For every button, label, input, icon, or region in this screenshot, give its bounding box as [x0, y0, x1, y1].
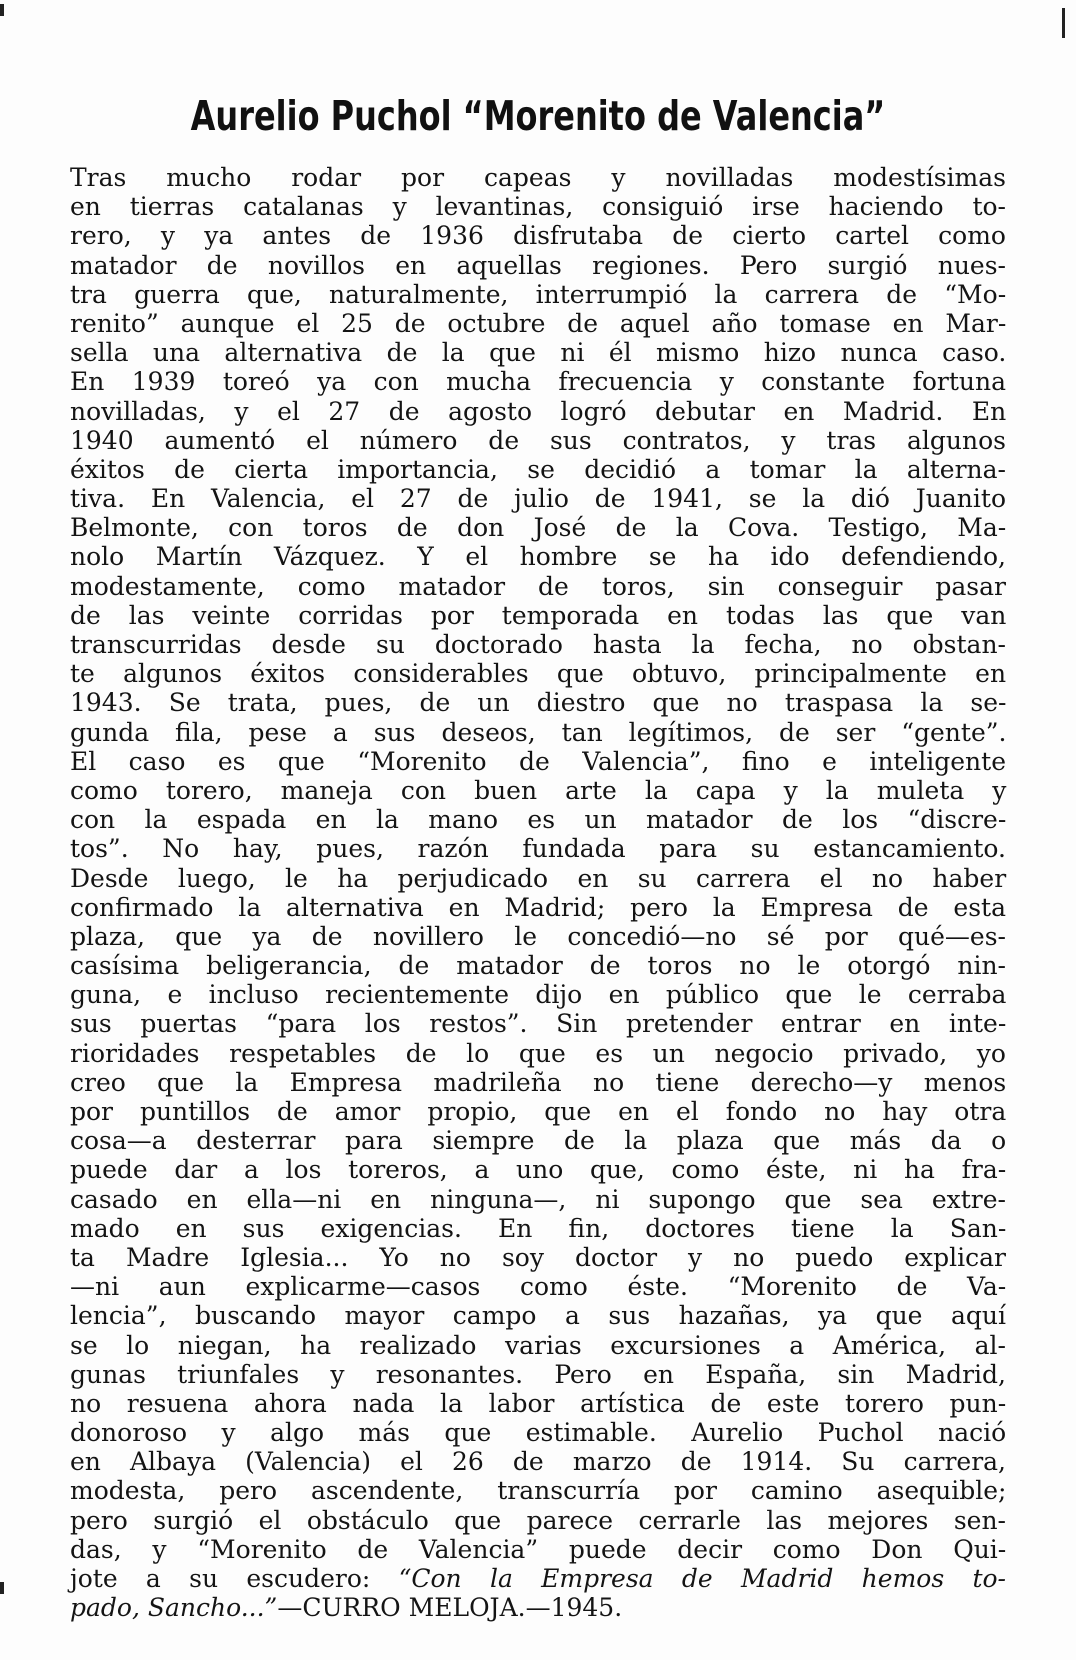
body-line: sus puertas “para los restos”. Sin pretender entrar en inte- [70, 1009, 1007, 1039]
body-line: —ni aun explicarme—casos como éste. “Morenito de Va- [70, 1272, 1007, 1302]
body-line: te algunos éxitos considerables que obtuvo, principalmente en [70, 659, 1007, 689]
body-line: no resuena ahora nada la labor artística de este torero pun- [70, 1388, 1007, 1418]
quote-italic: “Con la Empresa de Madrid hemos to- [398, 1564, 1007, 1593]
body-line: tos”. No hay, pues, razón fundada para su estancamiento. [70, 834, 1006, 864]
body-line: El caso es que “Morenito de Valencia”, fino e inteligente [70, 746, 1006, 776]
body-line: en Albaya (Valencia) el 26 de marzo de 1914. Su carrera, [70, 1447, 1006, 1477]
body-line: con la espada en la mano es un matador de los “discre- [70, 805, 1007, 835]
body-line: sella una alternativa de la que ni él mismo hizo nunca caso. [70, 338, 1007, 368]
body-line-signature [70, 1593, 1006, 1622]
body-line: por puntillos de amor propio, que en el fondo no hay otra [70, 1097, 1007, 1126]
body-line: cosa—a desterrar para siempre de la plaza que más da o [70, 1126, 1007, 1156]
body-line: gunda fila, pese a sus deseos, tan legítimos, de ser “gente”. [70, 717, 1007, 747]
body-line: casísima beligerancia, de matador de toros no le otorgó nin- [70, 951, 1006, 981]
body-line: nolo Martín Vázquez. Y el hombre se ha ido defendiendo, [70, 542, 1006, 572]
body-line: renito” aunque el 25 de octubre de aquel año tomase en Mar- [70, 308, 1007, 338]
author-signature: —CURRO MELOJA.—1945. [277, 1593, 623, 1623]
body-line: de las veinte corridas por temporada en todas las que van [70, 600, 1007, 630]
body-line: ta Madre Iglesia... Yo no soy doctor y no puedo explicar [70, 1242, 1006, 1272]
body-line: como torero, maneja con buen arte la capa y la muleta y [70, 775, 1007, 805]
body-line: En 1939 toreó ya con mucha frecuencia y constante fortuna [70, 367, 1006, 397]
body-line: Tras mucho rodar por capeas y novilladas modestísimas [70, 163, 1006, 192]
body-line: creo que la Empresa madrileña no tiene derecho—y menos [70, 1067, 1007, 1097]
body-line: guna, e incluso recientemente dijo en público que le cerraba [70, 980, 1007, 1010]
body-line: mado en sus exigencias. En fin, doctores tiene la San- [70, 1213, 1007, 1243]
body-line: modestamente, como matador de toros, sin conseguir pasar [70, 571, 1006, 601]
body-line: lencia”, buscando mayor campo a sus hazañas, ya que aquí [70, 1301, 1006, 1331]
body-line: 1940 aumentó el número de sus contratos, y tras algunos [70, 425, 1006, 455]
body-line: rero, y ya antes de 1936 disfrutaba de cierto cartel como [70, 221, 1006, 251]
body-line: 1943. Se trata, pues, de un diestro que no traspasa la se- [70, 688, 1007, 718]
quote-italic: pado, Sancho...” [70, 1593, 278, 1623]
scan-mark-top-left [0, 4, 4, 16]
body-line: gunas triunfales y resonantes. Pero en España, sin Madrid, [70, 1359, 1006, 1389]
body-line: donoroso y algo más que estimable. Aurelio Puchol nació [70, 1418, 1007, 1448]
scan-mark-bottom-left [0, 1582, 4, 1594]
body-line: Desde luego, le ha perjudicado en su carrera el no haber [70, 863, 1007, 893]
body-line: confirmado la alternativa en Madrid; pero la Empresa de esta [70, 892, 1006, 922]
body-line: casado en ella—ni en ninguna—, ni supongo que sea extre- [70, 1184, 1006, 1214]
body-line: rioridades respetables de lo que es un negocio privado, yo [70, 1038, 1006, 1068]
body-line: modesta, pero ascendente, transcurría por camino asequible; [70, 1476, 1007, 1506]
article-body [70, 163, 1006, 1622]
body-line: transcurridas desde su doctorado hasta la fecha, no obstan- [70, 630, 1006, 659]
body-line: tra guerra que, naturalmente, interrumpió la carrera de “Mo- [70, 279, 1007, 309]
body-line: en tierras catalanas y levantinas, consiguió irse haciendo to- [70, 192, 1006, 222]
body-line [70, 1564, 1006, 1593]
body-line: puede dar a los toreros, a uno que, como éste, ni ha fra- [70, 1155, 1007, 1185]
body-line-plain: jote a su escudero: [70, 1564, 399, 1593]
body-line: tiva. En Valencia, el 27 de julio de 1941, se la dió Juanito [70, 484, 1006, 514]
scan-mark-top-right [1062, 8, 1065, 38]
body-line: se lo niegan, ha realizado varias excursiones a América, al- [70, 1330, 1006, 1360]
body-line: éxitos de cierta importancia, se decidió a tomar la alterna- [70, 454, 1006, 484]
body-line: plaza, que ya de novillero le concedió—no sé por qué—es- [70, 921, 1006, 951]
body-line: matador de novillos en aquellas regiones. Pero surgió nues- [70, 250, 1006, 280]
body-line: Belmonte, con toros de don José de la Cova. Testigo, Ma- [70, 513, 1007, 543]
body-line: novilladas, y el 27 de agosto logró debutar en Madrid. En [70, 396, 1007, 426]
body-line: das, y “Morenito de Valencia” puede decir como Don Qui- [70, 1534, 1007, 1564]
article-title: Aurelio Puchol “Morenito de Valencia” [190, 92, 886, 140]
body-line: pero surgió el obstáculo que parece cerrarle las mejores sen- [70, 1505, 1006, 1535]
